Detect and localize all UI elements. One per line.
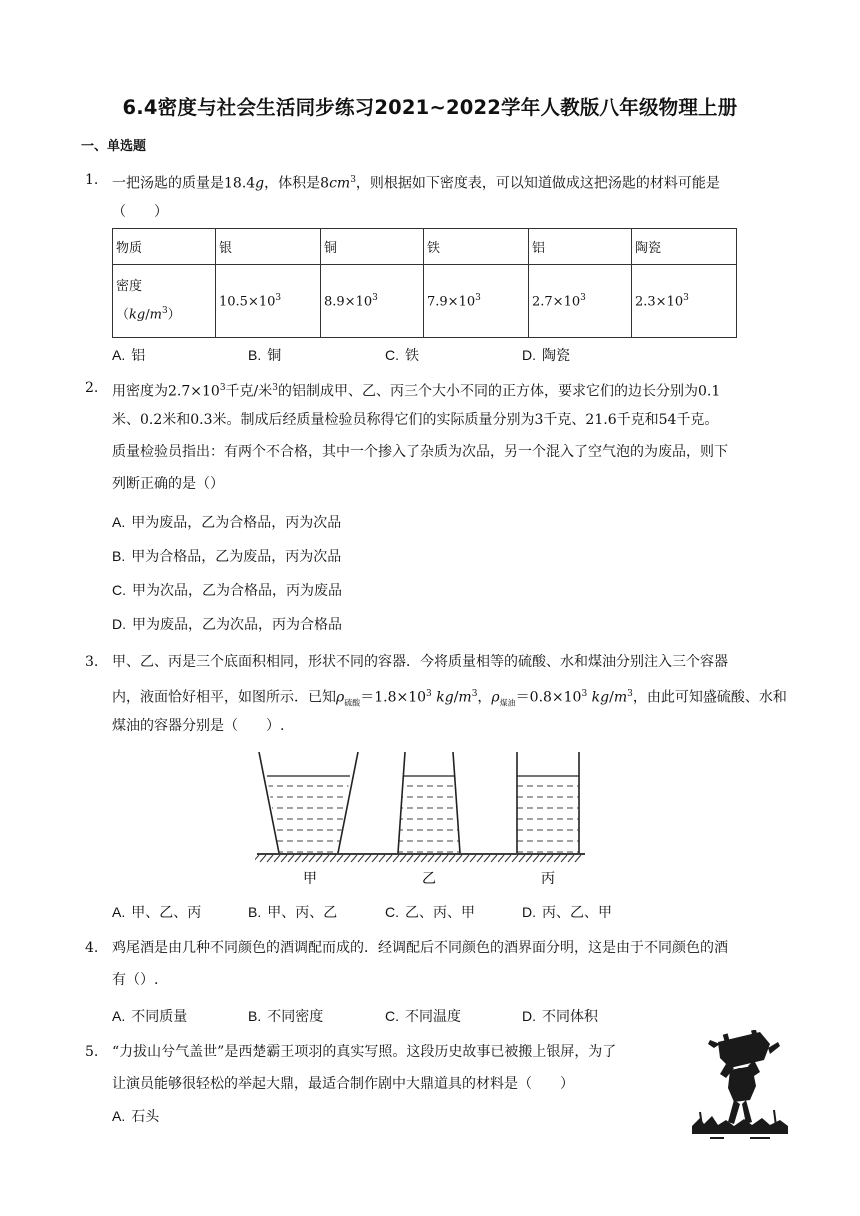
question-number: 1. xyxy=(85,172,99,188)
option-d[interactable]: D. 陶瓷 xyxy=(522,347,570,364)
table-cell: $10.5\times 10^3$ xyxy=(216,265,321,338)
option-d[interactable]: D. 不同体积 xyxy=(522,1008,598,1025)
question-text: 米、0.2米和0.3米。制成后经质量检验员称得它们的实际质量分别为3千克、21.6千克和54千克。 xyxy=(112,412,719,428)
option-a[interactable]: A. 石头 xyxy=(112,1108,160,1125)
question-number: 3. xyxy=(85,654,99,670)
container-bing xyxy=(517,752,579,853)
label-bing: 丙 xyxy=(541,871,555,887)
table-cell: $8.9\times 10^3$ xyxy=(321,265,424,338)
question-text: 列断正确的是（） xyxy=(112,476,224,492)
option-a[interactable]: A. 甲为废品，乙为合格品，丙为次品 xyxy=(112,514,342,531)
option-c[interactable]: C. 不同温度 xyxy=(385,1008,461,1025)
table-header-cell: 银 xyxy=(216,229,321,265)
question-text: 让演员能够很轻松的举起大鼎，最适合制作剧中大鼎道具的材料是（ ） xyxy=(112,1076,574,1092)
xiang-yu-lifting-cauldron-image xyxy=(690,1030,790,1140)
table-header-cell: 铜 xyxy=(321,229,424,265)
table-header-cell: 铝 xyxy=(529,229,632,265)
label-yi: 乙 xyxy=(422,871,436,887)
label-jia: 甲 xyxy=(303,871,317,887)
container-jia xyxy=(259,752,358,853)
question-text: 鸡尾酒是由几种不同颜色的酒调配而成的．经调配后不同颜色的酒界面分明，这是由于不同颜色的酒 xyxy=(112,940,728,956)
table-cell: $7.9\times 10^3$ xyxy=(424,265,529,338)
question-number: 4. xyxy=(85,940,99,956)
option-c[interactable]: C. 甲为次品，乙为合格品，丙为废品 xyxy=(112,582,342,599)
option-a[interactable]: A. 铝 xyxy=(112,347,146,364)
ground-line xyxy=(255,854,585,862)
option-a[interactable]: A. 不同质量 xyxy=(112,1008,188,1025)
question-text: 内，液面恰好相平，如图所示．已知$\rho_{硫酸}=1.8\times 10^3$ $kg/m^3$，$\rho_{煤油}=0.8\times 10^3$ $kg/m^3$，由此可知盛硫酸、水和 xyxy=(112,689,787,708)
question-text: 用密度为$2.7\times 10^3$千克/米$^3$的铝制成甲、乙、丙三个大小不同的正方体，要求它们的边长分别为0.1 xyxy=(112,383,721,400)
table-header-cell: 物质 xyxy=(113,229,216,265)
table-cell: $2.7\times 10^3$ xyxy=(529,265,632,338)
question-text: 煤油的容器分别是（ ）. xyxy=(112,718,285,734)
question-text: “力拔山兮气盖世”是西楚霸王项羽的真实写照。这段历史故事已被搬上银屏，为了 xyxy=(112,1044,617,1060)
question-number: 5. xyxy=(85,1044,99,1060)
containers-figure xyxy=(255,748,585,893)
option-b[interactable]: B. 不同密度 xyxy=(248,1008,324,1025)
question-number: 2. xyxy=(85,380,99,396)
answer-bracket: （ ） xyxy=(112,204,168,220)
table-header-cell: 铁 xyxy=(424,229,529,265)
table-row-label: 密度 $(kg/m^3)$ xyxy=(113,265,216,338)
option-b[interactable]: B. 铜 xyxy=(248,347,282,364)
container-yi xyxy=(398,752,460,853)
option-d[interactable]: D. 丙、乙、甲 xyxy=(522,904,612,921)
density-table xyxy=(112,228,737,338)
table-cell: $2.3\times 10^3$ xyxy=(632,265,737,338)
question-text: 甲、乙、丙是三个底面积相同，形状不同的容器．今将质量相等的硫酸、水和煤油分别注入三个容器 xyxy=(112,654,728,670)
option-c[interactable]: C. 铁 xyxy=(385,347,419,364)
option-d[interactable]: D. 甲为废品，乙为次品，丙为合格品 xyxy=(112,616,342,633)
question-text: 质量检验员指出：有两个不合格，其中一个掺入了杂质为次品，另一个混入了空气泡的为废品，则下 xyxy=(112,444,728,460)
page-title: 6.4密度与社会生活同步练习2021~2022学年人教版八年级物理上册 xyxy=(122,96,738,119)
option-a[interactable]: A. 甲、乙、丙 xyxy=(112,904,202,921)
table-header-cell: 陶瓷 xyxy=(632,229,737,265)
question-text: 有（）. xyxy=(112,972,159,988)
option-b[interactable]: B. 甲、丙、乙 xyxy=(248,904,338,921)
option-c[interactable]: C. 乙、丙、甲 xyxy=(385,904,475,921)
question-text: 一把汤匙的质量是18.4g，体积是$8cm^3$，则根据如下密度表，可以知道做成这把汤匙的材料可能是 xyxy=(112,175,720,192)
option-b[interactable]: B. 甲为合格品，乙为废品，丙为次品 xyxy=(112,548,342,565)
section-heading: 一、单选题 xyxy=(81,139,147,154)
